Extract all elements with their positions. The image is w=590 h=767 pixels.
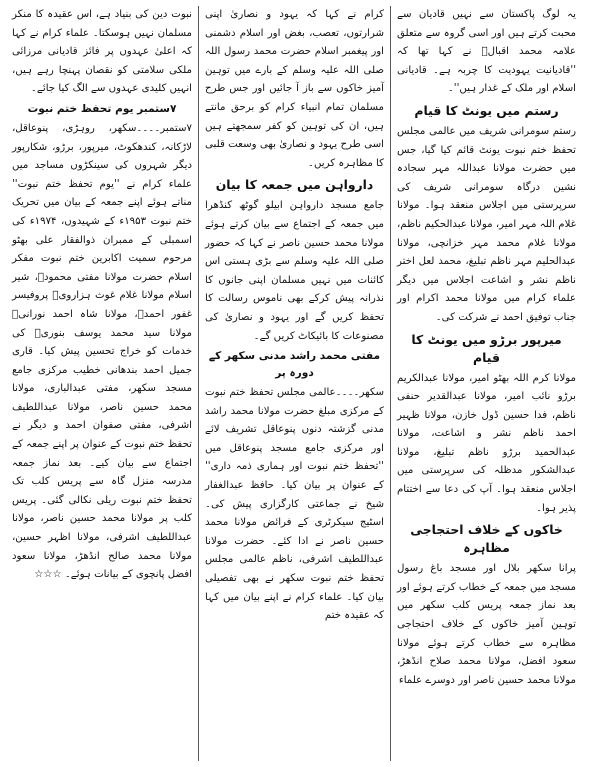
section-heading: دارواہن میں جمعہ کا بیان [215,177,374,193]
article-paragraph: جامع مسجد دارواہن ابیلو گوٹھ کنڈھرا میں جمعہ کے اجتماع سے بیان کرتے ہوئے مولانا محمد حسین ناصر نے کہا کہ حضور صلی اللہ علیہ وسلم سے بڑی ہستی اس کائنات میں نہیں مسلمان اپنی جانوں کا نذرانہ پیش کرکے بھی ناموس رسالت کا تحفظ کریں گے اور یہود و نصاریٰ کی مصنوعات کا بائیکاٹ کریں گے۔ [205,200,384,342]
article-paragraph: کرام نے کہا کہ یہود و نصاریٰ اپنی شرارتوں، تعصب، بغض اور اسلام دشمنی اور پیغمبر اسلام حضرت محمد رسول اللہ صلی اللہ علیہ وسلم کے بارے میں توہین آمیز خاکوں سے باز آ جائیں اور جس طرح مسلمان تمام انبیاء کرام کو برحق مانتے ہیں، ان کی توہین کو کفر سمجھتے ہیں اسی طرح یہود و نصاریٰ بھی وسعت قلبی کا مظاہرہ کریں۔ [205,9,384,169]
section-heading: خاکوں کے خلاف احتجاجی مظاہرہ [410,522,563,556]
column-3 [6,6,198,761]
article-paragraph: رستم سومرانی شریف میں عالمی مجلس تحفظ ختم نبوت یونٹ قائم کیا گیا، جس میں حضرت مولانا عبداللہ مہر سجادہ نشین درگاہ سومرانی شریف کی سرپرستی میں اجلاس منعقد ہوا۔ مولانا غلام اللہ مہر امیر، مولانا عبدالحکیم ناظم، مولانا غلام محمد مہر خزانچی، مولانا عبدالحلیم مہر ناظم تبلیغ، محمد لعل اختر ناظم نشر و اشاعت اجلاس میں دیگر علماء کرام میں مولانا محمد اکرام اور جناب توفیق احمد نے شرکت کی۔ [397,125,576,323]
article-paragraph: سکھر۔۔۔۔عالمی مجلس تحفظ ختم نبوت کے مرکزی مبلغ حضرت مولانا محمد راشد مدنی گزشتہ دنوں پنوعاقل تشریف لائے اور مرکزی جامع مسجد پنوعاقل میں ''تحفظ ختم نبوت اور ہماری ذمہ داری'' کے عنوان پر بیان کیا۔ حافظ عبدالغفار شیخ نے جماعتی کارگزاری پیش کی۔ اسٹیج سیکرٹری کے فرائض مولانا محمد حسین ناصر نے ادا کئے۔ حضرت مولانا عبداللطیف اشرفی، ناظم عالمی مجلس تحفظ ختم نبوت سکھر نے بھی تفصیلی بیان کیا۔ علماء کرام نے اپنے بیان میں کہا کہ عقیدہ ختم [205,387,384,622]
article-paragraph: مولانا کرم اللہ بھٹو امیر، مولانا عبدالکریم برڑو نائب امیر، مولانا عبدالقدیر حنفی ناظم، فدا حسین ڈول خازن، مولانا ظہیر احمد ناظم نشر و اشاعت، مولانا عبدالحمید برڑو ناظم تبلیغ، مولانا عبدالشکور مدظلہ کی سرپرستی میں اجلاس منعقد ہوا۔ آپ کی دعا سے اختتام پذیر ہوا۔ [397,372,576,514]
column-1 [390,6,582,761]
article-paragraph: نبوت دین کی بنیاد ہے، اس عقیدہ کا منکر مسلمان نہیں ہوسکتا۔ علماء کرام نے کہا کہ اعلیٰ عہدوں پر فائز قادیانی مرزائی ملکی سلامتی کو نقصان پہنچا رہے ہیں، انہیں کلیدی عہدوں سے الگ کیا جائے۔ [12,9,192,95]
section-heading: میرپور برڑو میں یونٹ کا قیام [411,331,562,365]
column-2 [198,6,390,761]
section-heading: رستم میں یونٹ کا قیام [414,102,559,118]
article-paragraph: ۷ستمبر۔۔۔۔سکھر، روہڑی، پنوعاقل، لاڑکانہ، کندھکوٹ، میرپور، برڑو، شکارپور دیگر شہروں کی سینکڑوں مساجد میں علماء کرام نے ''یوم تحفظ ختم نبوت'' مناتے ہوئے اپنے جمعہ کے بیان میں تحریک ختم نبوت ۱۹۵۳ء کے شہیدوں، ۱۹۷۴ء کی اسمبلی کے ممبران ذوالفقار علی بھٹو مرحوم سمیت اکابرین ختم نبوت مفکر اسلام حضرت مولانا مفتی محمودؒ، شیر اسلام مولانا غلام غوث ہزارویؒ پروفیسر غفور احمدؒ، مولانا شاہ احمد نورانیؒ مولانا سید محمد یوسف بنوریؒ کی خدمات کو خراج تحسین پیش کیا۔ قاری جمیل احمد بندھانی خطیب مرکزی جامع مسجد سکھر، مفتی عبدالباری، مولانا محمد حسین ناصر، مولانا عبداللطیف اشرفی، مفتی صفوان احمد و دیگر نے تحفظ ختم نبوت کے عنوان پر اپنے جمعہ کے اجتماع سے بیان کیے۔ بعد نماز جمعہ مدرسہ منزل گاہ سے پریس کلب تک تحفظ ختم نبوت ریلی نکالی گئی۔ پریس کلب پر مولانا محمد حسین ناصر، مولانا عبداللطیف اشرفی، مولانا اظہر حسین، مولانا محمد صالح انڈھڑ، مولانا سعود افضل پانچوی کے بیانات ہوئے۔ ☆☆☆ [12,122,192,581]
article-paragraph: یہ لوگ پاکستان سے نہیں قادیان سے محبت کرتے ہیں اور اسی گروہ سے متعلق علامہ محمد اقبالؒ نے کہا تھا کہ ''قادیانیت یہودیت کا چربہ ہے۔ قادیانی اسلام اور ملک کے غدار ہیں''۔ [397,9,576,95]
section-heading: مفتی محمد راشد مدنی سکھر کے دورہ پر [208,350,381,380]
article-paragraph: پرانا سکھر بلال اور مسجد باغ رسول مسجد میں جمعہ کے خطاب کرتے ہوئے اور بعد نماز جمعہ پریس کلب سکھر میں توہین آمیز خاکوں کے خلاف احتجاجی مظاہرہ سے خطاب کرتے ہوئے مولانا سعود افضل، مولانا محمد صلاح انڈھڑ، مولانا محمد حسین ناصر اور دوسرے علماء [397,563,576,686]
section-heading: ۷ستمبر یوم تحفظ ختم نبوت [27,102,177,115]
